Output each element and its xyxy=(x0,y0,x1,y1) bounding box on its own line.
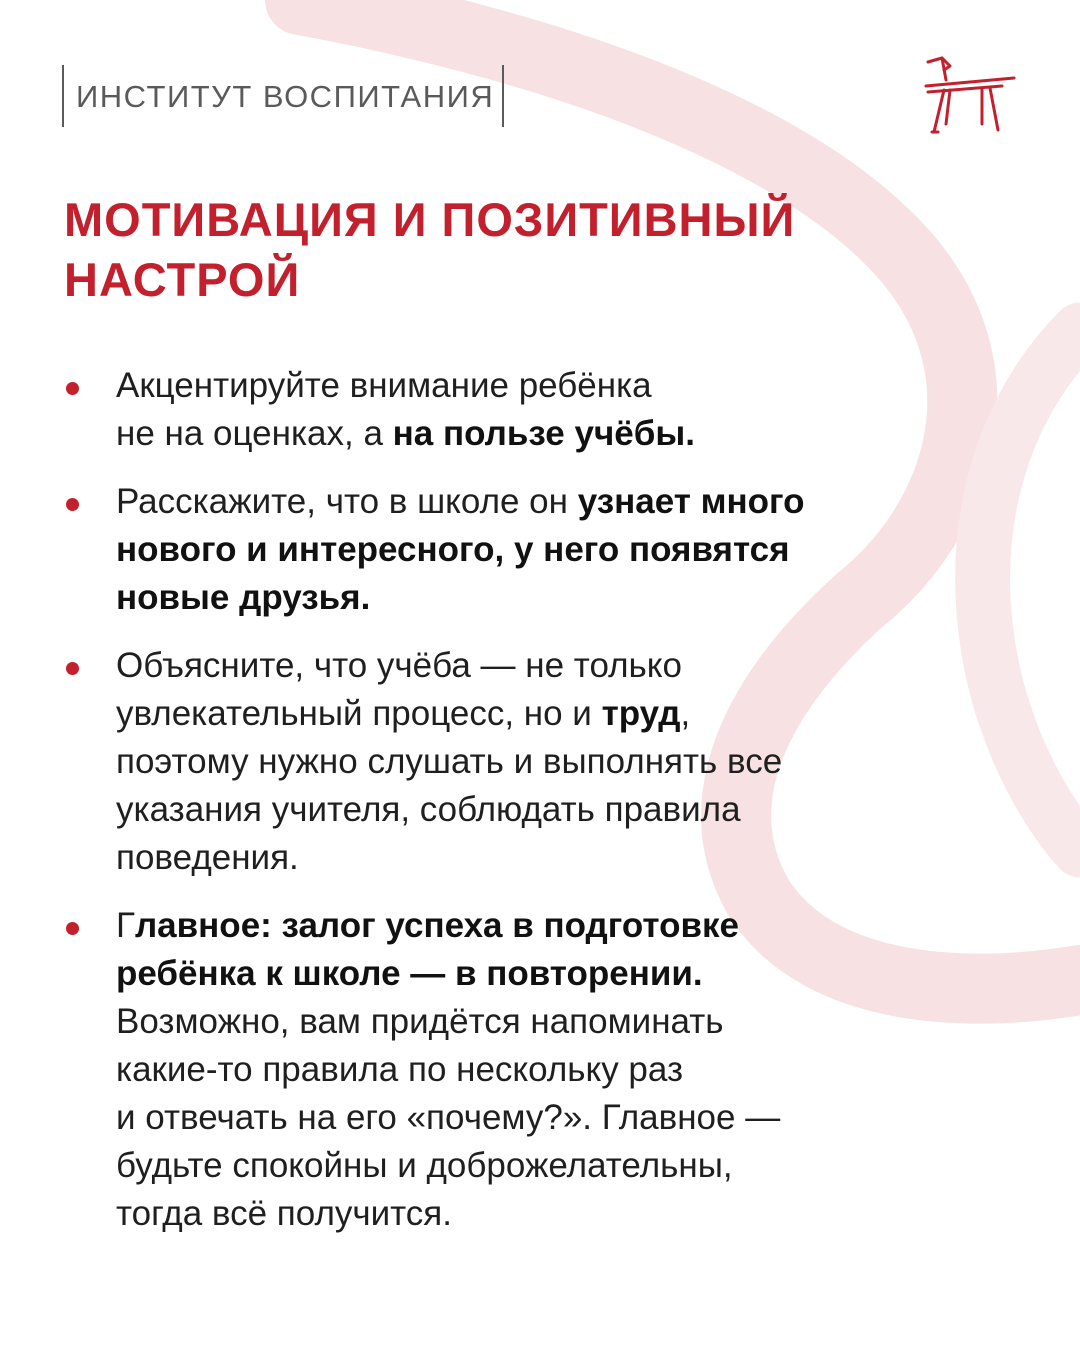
text-span: Возможно, вам придётся напоминать xyxy=(116,1002,724,1041)
emphasis-text: лавное: залог успеха в подготовке xyxy=(134,906,739,945)
text-span: поведения. xyxy=(116,838,299,877)
horse-logo-icon xyxy=(912,52,1020,138)
text-line xyxy=(116,902,1036,950)
emphasis-text: ребёнка к школе — в повторении. xyxy=(116,954,703,993)
text-span: Объясните, что учёба — не только xyxy=(116,646,682,685)
title-line-2: НАСТРОЙ xyxy=(64,253,301,306)
text-span: , xyxy=(680,694,691,733)
text-span: какие-то правила по нескольку раз xyxy=(116,1050,684,1089)
text-span: Г xyxy=(116,906,135,945)
text-span: и отвечать на его «почему?». Главное — xyxy=(116,1098,781,1137)
text-span: Акцентируйте внимание ребёнка xyxy=(116,366,652,405)
text-span: будьте спокойны и доброжелательны, xyxy=(116,1146,733,1185)
text-span: Расскажите, что в школе он xyxy=(116,482,578,521)
text-line xyxy=(116,738,1036,786)
list-item xyxy=(66,362,1036,458)
bullet-dot-icon xyxy=(66,662,79,675)
brand-right-bar xyxy=(502,65,504,127)
text-line xyxy=(116,690,1036,738)
text-line xyxy=(116,1094,1036,1142)
text-line xyxy=(116,950,1036,998)
bullet-dot-icon xyxy=(66,382,79,395)
brand-name: ИНСТИТУТ ВОСПИТАНИЯ xyxy=(76,78,495,114)
bullet-dot-icon xyxy=(66,922,79,935)
text-span: не на оценках, а xyxy=(116,414,393,453)
advice-list xyxy=(66,362,1036,1258)
emphasis-text: узнает много xyxy=(577,482,805,521)
list-item xyxy=(66,902,1036,1238)
list-item xyxy=(66,478,1036,622)
emphasis-text: труд xyxy=(601,694,681,733)
text-line xyxy=(116,574,1036,622)
text-line xyxy=(116,786,1036,834)
text-line xyxy=(116,478,1036,526)
text-span: поэтому нужно слушать и выполнять все xyxy=(116,742,783,781)
text-line xyxy=(116,410,1036,458)
text-span: увлекательный процесс, но и xyxy=(116,694,602,733)
emphasis-text: на пользе учёбы. xyxy=(392,414,695,453)
text-line xyxy=(116,998,1036,1046)
page-title xyxy=(64,190,1024,310)
title-line-1: МОТИВАЦИЯ И ПОЗИТИВНЫЙ xyxy=(64,193,796,246)
text-span: указания учителя, соблюдать правила xyxy=(116,790,741,829)
list-item xyxy=(66,642,1036,882)
text-line xyxy=(116,642,1036,690)
emphasis-text: новые друзья. xyxy=(116,578,371,617)
text-line xyxy=(116,834,1036,882)
emphasis-text: нового и интересного, у него появятся xyxy=(116,530,790,569)
text-line xyxy=(116,1190,1036,1238)
text-line xyxy=(116,526,1036,574)
bullet-dot-icon xyxy=(66,498,79,511)
text-line xyxy=(116,1142,1036,1190)
text-span: тогда всё получится. xyxy=(116,1194,452,1233)
text-line xyxy=(116,1046,1036,1094)
text-line xyxy=(116,362,1036,410)
brand-label xyxy=(62,64,504,128)
